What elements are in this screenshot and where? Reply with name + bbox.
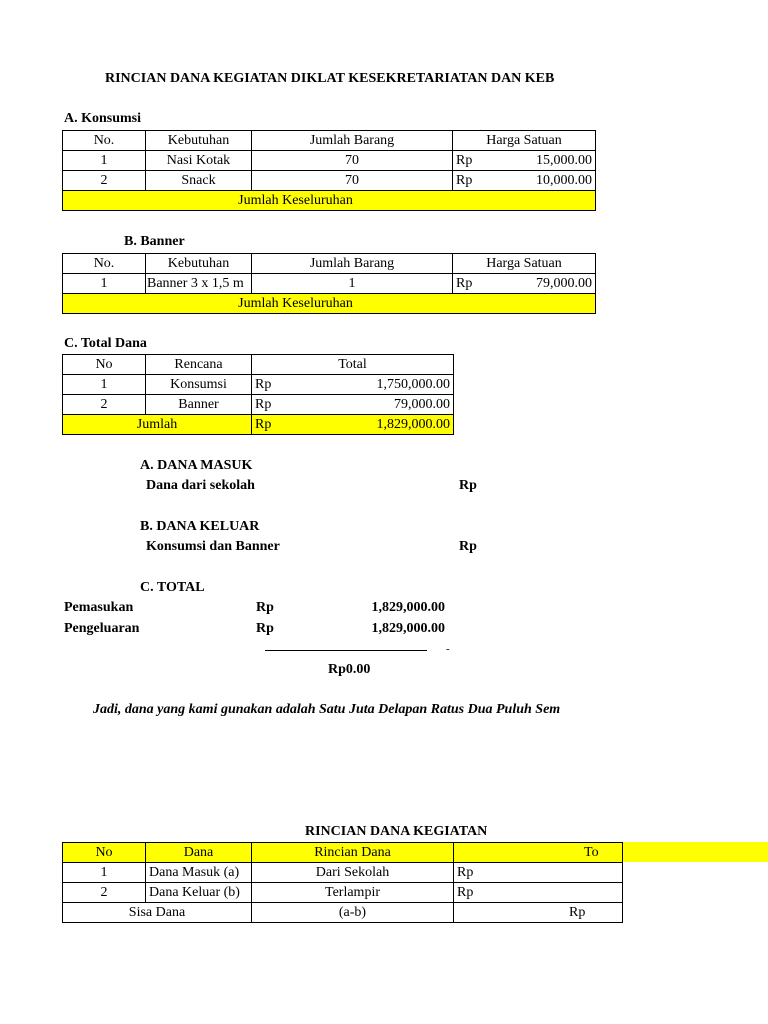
currency-label: Rp: [456, 173, 473, 188]
total-value: [252, 415, 454, 435]
row-no: 1: [63, 274, 146, 294]
total-row: [63, 415, 454, 435]
header-no: No.: [63, 254, 146, 274]
header-no: No: [63, 843, 146, 863]
amount-value: 79,000.00: [394, 397, 450, 412]
row-price: [453, 151, 596, 171]
row-no: 2: [63, 395, 146, 415]
document-title: RINCIAN DANA KEGIATAN DIKLAT KESEKRETARIATAN DAN KEB: [105, 71, 555, 86]
konsumsi-heading: A. Konsumsi: [64, 111, 142, 126]
table-row: [63, 863, 623, 883]
table-header-row: [63, 254, 596, 274]
currency-label: Rp: [456, 276, 473, 291]
konsumsi-table: [62, 130, 596, 211]
result-value: Rp0.00: [328, 662, 371, 677]
row-item: Nasi Kotak: [146, 151, 252, 171]
row-no: 1: [63, 375, 146, 395]
sisa-currency: Rp: [454, 903, 623, 923]
row-currency: Rp: [454, 883, 623, 903]
table-row: [63, 883, 623, 903]
row-value: [252, 395, 454, 415]
pemasukan-label: Pemasukan: [64, 600, 134, 615]
price-value: 15,000.00: [536, 153, 592, 168]
sisa-formula: (a-b): [252, 903, 454, 923]
conclusion-text: Jadi, dana yang kami gunakan adalah Satu Juta Delapan Ratus Dua Puluh Sem: [93, 702, 561, 717]
currency-label: Rp: [255, 397, 272, 412]
banner-table: [62, 253, 596, 314]
row-value: [252, 375, 454, 395]
header-dana: Dana: [146, 843, 252, 863]
price-value: 79,000.00: [536, 276, 592, 291]
header-jumlah-barang: Jumlah Barang: [252, 131, 453, 151]
pengeluaran-currency: Rp: [256, 621, 274, 636]
amount-value: 1,750,000.00: [376, 377, 450, 392]
table-row: [63, 171, 596, 191]
row-rincian: Dari Sekolah: [252, 863, 454, 883]
row-price: [453, 274, 596, 294]
table-row: [63, 151, 596, 171]
currency-label: Rp: [255, 417, 272, 432]
row-dana: Dana Masuk (a): [146, 863, 252, 883]
header-rincian-dana: Rincian Dana: [252, 843, 454, 863]
table-row: [63, 395, 454, 415]
total-dana-table: [62, 354, 454, 435]
row-item: Banner: [146, 395, 252, 415]
row-qty: 70: [252, 171, 453, 191]
currency-label: Rp: [456, 153, 473, 168]
price-value: 10,000.00: [536, 173, 592, 188]
total-label: Jumlah Keseluruhan: [63, 294, 596, 314]
row-item: Konsumsi: [146, 375, 252, 395]
header-harga-satuan: Harga Satuan: [453, 131, 596, 151]
header-no: No.: [63, 131, 146, 151]
table-row: [63, 375, 454, 395]
row-item: Banner 3 x 1,5 m: [146, 274, 252, 294]
header-jumlah-barang: Jumlah Barang: [252, 254, 453, 274]
dana-masuk-label: Dana dari sekolah: [146, 478, 255, 493]
header-rencana: Rencana: [146, 355, 252, 375]
row-no: 2: [63, 883, 146, 903]
row-no: 1: [63, 863, 146, 883]
dana-keluar-label: Konsumsi dan Banner: [146, 539, 280, 554]
header-kebutuhan: Kebutuhan: [146, 131, 252, 151]
table-header-row: [63, 355, 454, 375]
sisa-label: Sisa Dana: [63, 903, 252, 923]
header-total: To: [454, 843, 623, 863]
summary-total-heading: C. TOTAL: [140, 580, 205, 595]
currency-label: Rp: [255, 377, 272, 392]
header-harga-satuan: Harga Satuan: [453, 254, 596, 274]
amount-value: 1,829,000.00: [376, 417, 450, 432]
row-dana: Dana Keluar (b): [146, 883, 252, 903]
row-qty: 70: [252, 151, 453, 171]
pemasukan-currency: Rp: [256, 600, 274, 615]
row-item: Snack: [146, 171, 252, 191]
sisa-row: [63, 903, 623, 923]
table-header-row: [63, 843, 623, 863]
pemasukan-value: 1,829,000.00: [371, 600, 445, 615]
subtraction-line: [265, 650, 427, 651]
dana-masuk-currency: Rp: [459, 478, 477, 493]
row-rincian: Terlampir: [252, 883, 454, 903]
total-row: [63, 191, 596, 211]
row-no: 2: [63, 171, 146, 191]
total-dana-heading: C. Total Dana: [64, 336, 147, 351]
header-total: Total: [252, 355, 454, 375]
rincian-table: [62, 842, 623, 923]
header-kebutuhan: Kebutuhan: [146, 254, 252, 274]
minus-sign: -: [446, 643, 450, 655]
dana-masuk-heading: A. DANA MASUK: [140, 458, 253, 473]
dana-keluar-heading: B. DANA KELUAR: [140, 519, 260, 534]
dana-keluar-currency: Rp: [459, 539, 477, 554]
header-no: No: [63, 355, 146, 375]
total-label: Jumlah: [63, 415, 252, 435]
table-header-row: [63, 131, 596, 151]
row-currency: Rp: [454, 863, 623, 883]
row-no: 1: [63, 151, 146, 171]
row-qty: 1: [252, 274, 453, 294]
rincian-title: RINCIAN DANA KEGIATAN: [305, 824, 488, 839]
banner-heading: B. Banner: [124, 234, 185, 249]
row-price: [453, 171, 596, 191]
total-row: [63, 294, 596, 314]
table-row: [63, 274, 596, 294]
pengeluaran-value: 1,829,000.00: [371, 621, 445, 636]
pengeluaran-label: Pengeluaran: [64, 621, 140, 636]
total-label: Jumlah Keseluruhan: [63, 191, 596, 211]
